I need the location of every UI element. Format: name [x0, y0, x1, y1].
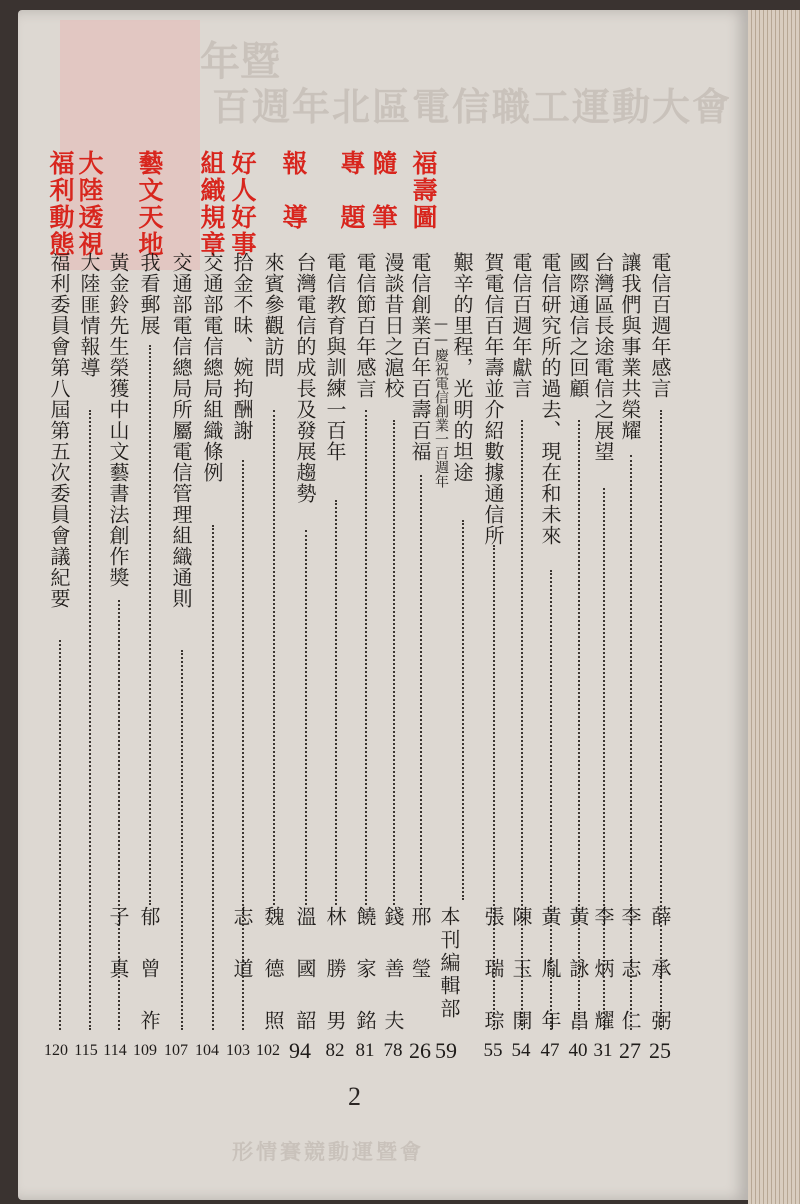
- toc-title: 電信研究所的過去、現在和未來: [538, 252, 562, 546]
- toc-page-number: 55: [483, 1040, 503, 1061]
- toc-author: 本刊編輯部: [437, 906, 461, 1021]
- toc-subtitle: ——慶祝電信創業一百週年: [433, 316, 449, 488]
- toc-author: 黃 詠 昌: [566, 906, 590, 1036]
- section-suibi: 隨 筆: [369, 150, 398, 231]
- toc-author: 李 炳 耀: [591, 906, 615, 1036]
- toc-page-number: 27: [619, 1038, 641, 1063]
- toc-title: 大陸匪情報導: [77, 252, 101, 378]
- section-fuli: 福利動態: [46, 150, 75, 258]
- toc-title: 台灣區長途電信之展望: [591, 252, 615, 462]
- toc-page-number: 109: [133, 1042, 157, 1059]
- section-haorenhaoshi: 好人好事: [228, 150, 257, 258]
- toc-author: 陳 玉 開: [509, 906, 533, 1036]
- toc-page-number: 81: [355, 1040, 375, 1061]
- toc-page-number: 114: [103, 1042, 127, 1059]
- toc-author: 郁 曾 祚: [137, 906, 161, 1036]
- toc-page-number: 82: [325, 1040, 345, 1061]
- toc-title: 交通部電信總局組織條例: [200, 252, 224, 483]
- toc-title: 拾金不昧、婉拘酬謝: [230, 252, 254, 441]
- leader-dots: [59, 640, 61, 1030]
- toc-author: 薛 承 弼: [648, 906, 672, 1036]
- toc-page-number: 31: [593, 1040, 613, 1061]
- ghost-header-line2: 百週年北區電信職工運動大會: [212, 84, 733, 129]
- toc-title: 福利委員會第八屆第五次委員會議紀要: [47, 252, 71, 609]
- toc-title: 賀電信百年壽並介紹數據通信所: [481, 252, 505, 546]
- toc-author: 黃 胤 年: [538, 906, 562, 1036]
- toc-title: 電信節百年感言: [353, 252, 377, 399]
- toc-title: 艱辛的里程，光明的坦途: [450, 252, 474, 483]
- toc-author: 子 真: [106, 906, 130, 984]
- toc-page-number: 120: [44, 1042, 68, 1059]
- toc-page-number: 115: [74, 1042, 98, 1059]
- leader-dots: [393, 420, 395, 905]
- toc-author: 溫 國 韶: [293, 906, 317, 1036]
- toc-title: 國際通信之回顧: [566, 252, 590, 399]
- section-dalu: 大陸透視: [75, 150, 104, 258]
- toc-author: 張 瑞 琮: [481, 906, 505, 1036]
- leader-dots: [149, 345, 151, 905]
- toc-author: 志 道: [230, 906, 254, 984]
- toc-title: 來賓參觀訪問: [261, 252, 285, 378]
- folio-page-number: 2: [348, 1082, 361, 1111]
- toc-author: 邢 瑩: [408, 906, 432, 984]
- toc-author: 李 志 仁: [618, 906, 642, 1036]
- section-zuzhi: 組織規章: [197, 150, 226, 258]
- leader-dots: [89, 410, 91, 1030]
- toc-page-number: 94: [289, 1038, 311, 1063]
- toc-page-number: 40: [568, 1040, 588, 1061]
- leader-dots: [273, 410, 275, 905]
- toc-page-number: 107: [164, 1042, 188, 1059]
- toc-title: 我看郵展: [137, 252, 161, 336]
- page-edges: [748, 10, 800, 1204]
- section-zhuanti: 專 題: [337, 150, 366, 231]
- leader-dots: [212, 525, 214, 1030]
- toc-title: 讓我們與事業共榮耀: [618, 252, 642, 441]
- toc-author: 錢 善 夫: [381, 906, 405, 1036]
- leader-dots: [365, 410, 367, 905]
- toc-page-number: 104: [195, 1042, 219, 1059]
- toc-author: 魏 德 照: [261, 906, 285, 1036]
- toc-page-number: 102: [256, 1042, 280, 1059]
- toc-page-number: 54: [511, 1040, 531, 1061]
- toc-title: 電信創業百年百壽百福: [408, 252, 432, 462]
- toc-title: 電信教育與訓練一百年: [323, 252, 347, 462]
- leader-dots: [420, 475, 422, 905]
- section-fushoutu: 福壽圖: [409, 150, 438, 231]
- leader-dots: [305, 530, 307, 905]
- section-baodao: 報 導: [279, 150, 308, 231]
- toc-title: 交通部電信總局所屬電信管理組織通則: [169, 252, 193, 609]
- toc-title: 黃金鈴先生榮獲中山文藝書法創作獎: [106, 252, 130, 588]
- leader-dots: [462, 520, 464, 900]
- toc-page-number: 25: [649, 1038, 671, 1063]
- toc-title: 台灣電信的成長及發展趨勢: [293, 252, 317, 504]
- toc-author: 饒 家 銘: [353, 906, 377, 1036]
- toc-author: 林 勝 男: [323, 906, 347, 1036]
- leader-dots: [335, 500, 337, 905]
- toc-page-number: 47: [540, 1040, 560, 1061]
- toc-page-number: 78: [383, 1040, 403, 1061]
- toc-title: 電信百週年感言: [648, 252, 672, 399]
- section-yiwen: 藝文天地: [135, 150, 164, 258]
- toc-title: 漫談昔日之滬校: [381, 252, 405, 399]
- toc-page-number: 59: [435, 1038, 457, 1063]
- ghost-footer-text: 形情賽競動運暨會: [232, 1139, 424, 1164]
- ghost-header-line1: 年暨: [200, 38, 280, 85]
- toc-page-number: 103: [226, 1042, 250, 1059]
- toc-title: 電信百週年獻言: [509, 252, 533, 399]
- toc-page-number: 26: [409, 1038, 431, 1063]
- leader-dots: [181, 650, 183, 1030]
